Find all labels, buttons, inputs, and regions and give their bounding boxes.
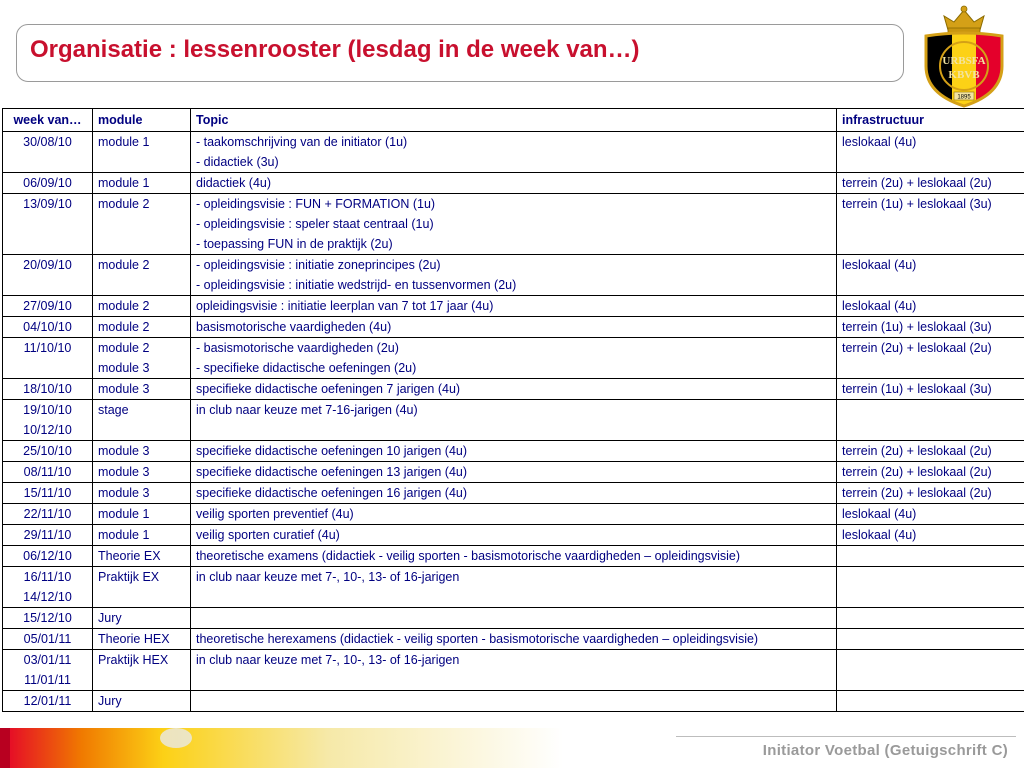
- table-row: [3, 504, 1024, 525]
- infrastructure-cell-line: leslokaal (4u): [842, 299, 917, 313]
- infrastructure-cell-line: leslokaal (4u): [842, 258, 917, 272]
- table-row: [3, 194, 1024, 255]
- module-cell: [93, 441, 191, 462]
- infrastructure-cell-line: leslokaal (4u): [842, 135, 917, 149]
- week-cell-line: 30/08/10: [23, 135, 72, 149]
- topic-cell-line: basismotorische vaardigheden (4u): [196, 320, 392, 334]
- table-row: [3, 338, 1024, 379]
- infrastructure-cell: [837, 525, 1024, 546]
- svg-text:KBVB: KBVB: [948, 69, 980, 81]
- week-cell: [3, 317, 93, 338]
- infrastructure-cell: [837, 400, 1024, 441]
- week-cell: [3, 255, 93, 296]
- topic-cell: [191, 525, 837, 546]
- module-cell-line: module 3: [98, 382, 150, 396]
- topic-cell-line: - basismotorische vaardigheden (2u): [196, 341, 399, 355]
- infrastructure-cell-line: leslokaal (4u): [842, 507, 917, 521]
- week-cell-line: 13/09/10: [23, 197, 72, 211]
- week-cell: [3, 650, 93, 691]
- topic-cell: [191, 462, 837, 483]
- infrastructure-cell: [837, 608, 1024, 629]
- topic-cell-line: - opleidingsvisie : FUN + FORMATION (1u): [196, 197, 436, 211]
- week-cell-line: 18/10/10: [23, 382, 72, 396]
- week-cell-line: 15/12/10: [23, 611, 72, 625]
- week-cell: [3, 567, 93, 608]
- infrastructure-cell: [837, 338, 1024, 379]
- infrastructure-cell: [837, 691, 1024, 712]
- infrastructure-cell-line: terrein (2u) + leslokaal (2u): [842, 176, 992, 190]
- infrastructure-cell-line: terrein (2u) + leslokaal (2u): [842, 486, 992, 500]
- module-cell: [93, 379, 191, 400]
- infrastructure-cell-line: terrein (1u) + leslokaal (3u): [842, 320, 992, 334]
- week-cell: [3, 400, 93, 441]
- week-cell: [3, 173, 93, 194]
- module-cell: [93, 504, 191, 525]
- header-infrastructure: infrastructuur: [837, 109, 1024, 132]
- week-cell: [3, 296, 93, 317]
- topic-cell: [191, 504, 837, 525]
- module-cell: [93, 691, 191, 712]
- module-cell-line: module 1: [98, 135, 150, 149]
- week-cell-line: 12/01/11: [23, 694, 72, 708]
- svg-text:URBSFA: URBSFA: [942, 55, 986, 67]
- infrastructure-cell: [837, 441, 1024, 462]
- module-cell-line: Jury: [98, 694, 122, 708]
- topic-cell: [191, 255, 837, 296]
- week-cell: [3, 691, 93, 712]
- week-cell-line: 11/01/11: [24, 673, 71, 687]
- topic-cell-line: theoretische examens (didactiek - veilig sporten - basismotorische vaardigheden – opleidingsvisie): [196, 549, 741, 563]
- infrastructure-cell: [837, 567, 1024, 608]
- module-cell: [93, 317, 191, 338]
- table-row: [3, 608, 1024, 629]
- week-cell-line: 04/10/10: [23, 320, 72, 334]
- week-cell-line: 08/11/10: [23, 465, 72, 479]
- week-cell-line: 20/09/10: [23, 258, 72, 272]
- module-cell: [93, 608, 191, 629]
- module-cell-line: module 2: [98, 197, 150, 211]
- topic-cell-line: - didactiek (3u): [196, 155, 279, 169]
- module-cell-line: stage: [98, 403, 129, 417]
- footer-divider: [676, 736, 1016, 737]
- module-cell: [93, 650, 191, 691]
- module-cell: [93, 629, 191, 650]
- topic-cell-line: - taakomschrijving van de initiator (1u): [196, 135, 408, 149]
- week-cell: [3, 441, 93, 462]
- topic-cell-line: opleidingsvisie : initiatie leerplan van 7 tot 17 jaar (4u): [196, 299, 494, 313]
- week-cell: [3, 379, 93, 400]
- table-header-row: [3, 109, 1024, 132]
- topic-cell: [191, 194, 837, 255]
- topic-cell-line: specifieke didactische oefeningen 13 jarigen (4u): [196, 465, 468, 479]
- week-cell: [3, 483, 93, 504]
- table-row: [3, 525, 1024, 546]
- module-cell-line: module 3: [98, 486, 150, 500]
- week-cell: [3, 194, 93, 255]
- table-row: [3, 691, 1024, 712]
- table-row: [3, 441, 1024, 462]
- table-row: [3, 483, 1024, 504]
- infrastructure-cell: [837, 194, 1024, 255]
- table-row: [3, 296, 1024, 317]
- infrastructure-cell: [837, 173, 1024, 194]
- module-cell-line: module 1: [98, 528, 150, 542]
- week-cell: [3, 608, 93, 629]
- table-row: [3, 567, 1024, 608]
- topic-cell-line: specifieke didactische oefeningen 7 jarigen (4u): [196, 382, 461, 396]
- week-cell-line: 19/10/10: [23, 403, 72, 417]
- infrastructure-cell: [837, 462, 1024, 483]
- topic-cell: [191, 173, 837, 194]
- infrastructure-cell-line: leslokaal (4u): [842, 528, 917, 542]
- infrastructure-cell: [837, 546, 1024, 567]
- header-topic: Topic: [191, 109, 837, 132]
- week-cell-line: 29/11/10: [23, 528, 72, 542]
- module-cell-line: module 3: [98, 465, 150, 479]
- header-module: module: [93, 109, 191, 132]
- infrastructure-cell: [837, 132, 1024, 173]
- module-cell: [93, 194, 191, 255]
- page-title: Organisatie : lessenrooster (lesdag in de week van…): [30, 36, 640, 63]
- module-cell-line: module 1: [98, 176, 150, 190]
- topic-cell: [191, 691, 837, 712]
- topic-cell: [191, 629, 837, 650]
- infrastructure-cell-line: terrein (1u) + leslokaal (3u): [842, 197, 992, 211]
- week-cell: [3, 132, 93, 173]
- topic-cell-line: veilig sporten preventief (4u): [196, 507, 354, 521]
- header-week: week van…: [3, 109, 93, 132]
- topic-cell-line: - opleidingsvisie : initiatie wedstrijd- en tussenvormen (2u): [196, 278, 517, 292]
- module-cell: [93, 400, 191, 441]
- topic-cell: [191, 132, 837, 173]
- week-cell: [3, 546, 93, 567]
- module-cell-line: module 2: [98, 299, 150, 313]
- topic-cell: [191, 296, 837, 317]
- topic-cell: [191, 317, 837, 338]
- topic-cell-line: - specifieke didactische oefeningen (2u): [196, 361, 417, 375]
- topic-cell-line: in club naar keuze met 7-, 10-, 13- of 16-jarigen: [196, 653, 460, 667]
- module-cell: [93, 132, 191, 173]
- module-cell: [93, 338, 191, 379]
- infrastructure-cell-line: terrein (1u) + leslokaal (3u): [842, 382, 992, 396]
- topic-cell-line: theoretische herexamens (didactiek - veilig sporten - basismotorische vaardigheden – opleidingsvisie): [196, 632, 759, 646]
- infrastructure-cell-line: terrein (2u) + leslokaal (2u): [842, 465, 992, 479]
- week-cell-line: 22/11/10: [23, 507, 72, 521]
- module-cell-line: module 2: [98, 258, 150, 272]
- week-cell: [3, 338, 93, 379]
- crown-icon: [944, 6, 984, 33]
- infrastructure-cell: [837, 629, 1024, 650]
- week-cell: [3, 525, 93, 546]
- infrastructure-cell: [837, 255, 1024, 296]
- topic-cell-line: specifieke didactische oefeningen 16 jarigen (4u): [196, 486, 468, 500]
- module-cell-line: module 2: [98, 320, 150, 334]
- week-cell-line: 15/11/10: [23, 486, 72, 500]
- week-cell-line: 06/09/10: [23, 176, 72, 190]
- table-row: [3, 317, 1024, 338]
- module-cell-line: Theorie HEX: [98, 632, 170, 646]
- svg-text:1895: 1895: [957, 94, 971, 101]
- module-cell: [93, 567, 191, 608]
- schedule-body: [3, 132, 1024, 712]
- infrastructure-cell: [837, 650, 1024, 691]
- module-cell: [93, 173, 191, 194]
- module-cell: [93, 483, 191, 504]
- infrastructure-cell: [837, 483, 1024, 504]
- topic-cell-line: specifieke didactische oefeningen 10 jarigen (4u): [196, 444, 468, 458]
- footer-caption: Initiator Voetbal (Getuigschrift C): [762, 742, 1008, 759]
- kbvb-logo-icon: [918, 4, 1010, 108]
- module-cell-line: module 2: [98, 341, 150, 355]
- table-row: [3, 132, 1024, 173]
- topic-cell-line: veilig sporten curatief (4u): [196, 528, 340, 542]
- week-cell-line: 03/01/11: [23, 653, 72, 667]
- module-cell: [93, 462, 191, 483]
- table-row: [3, 173, 1024, 194]
- module-cell-line: module 1: [98, 507, 150, 521]
- infrastructure-cell-line: terrein (2u) + leslokaal (2u): [842, 341, 992, 355]
- topic-cell: [191, 379, 837, 400]
- module-cell: [93, 525, 191, 546]
- table-row: [3, 379, 1024, 400]
- topic-cell-line: in club naar keuze met 7-, 10-, 13- of 16-jarigen: [196, 570, 460, 584]
- table-row: [3, 650, 1024, 691]
- table-row: [3, 546, 1024, 567]
- week-cell-line: 06/12/10: [23, 549, 72, 563]
- football-icon: [160, 728, 192, 748]
- module-cell-line: module 3: [98, 444, 150, 458]
- topic-cell-line: - opleidingsvisie : speler staat centraal (1u): [196, 217, 434, 231]
- schedule-table: [2, 108, 1024, 712]
- topic-cell-line: - opleidingsvisie : initiatie zoneprincipes (2u): [196, 258, 441, 272]
- topic-cell: [191, 608, 837, 629]
- topic-cell: [191, 483, 837, 504]
- module-cell-line: module 3: [98, 361, 150, 375]
- week-cell: [3, 462, 93, 483]
- module-cell: [93, 255, 191, 296]
- table-row: [3, 400, 1024, 441]
- table-row: [3, 629, 1024, 650]
- module-cell: [93, 546, 191, 567]
- table-row: [3, 462, 1024, 483]
- infrastructure-cell: [837, 379, 1024, 400]
- week-cell-line: 05/01/11: [23, 632, 72, 646]
- topic-cell-line: - toepassing FUN in de praktijk (2u): [196, 237, 393, 251]
- week-cell-line: 10/12/10: [23, 423, 72, 437]
- infrastructure-cell: [837, 317, 1024, 338]
- week-cell: [3, 504, 93, 525]
- topic-cell: [191, 546, 837, 567]
- infrastructure-cell: [837, 296, 1024, 317]
- week-cell-line: 16/11/10: [23, 570, 72, 584]
- topic-cell-line: didactiek (4u): [196, 176, 272, 190]
- infrastructure-cell: [837, 504, 1024, 525]
- week-cell-line: 25/10/10: [23, 444, 72, 458]
- module-cell-line: Praktijk EX: [98, 570, 160, 584]
- module-cell-line: Praktijk HEX: [98, 653, 169, 667]
- table-row: [3, 255, 1024, 296]
- module-cell-line: Theorie EX: [98, 549, 161, 563]
- topic-cell: [191, 338, 837, 379]
- week-cell-line: 14/12/10: [23, 590, 72, 604]
- module-cell-line: Jury: [98, 611, 122, 625]
- week-cell-line: 11/10/10: [23, 341, 72, 355]
- module-cell: [93, 296, 191, 317]
- topic-cell: [191, 441, 837, 462]
- week-cell: [3, 629, 93, 650]
- topic-cell: [191, 567, 837, 608]
- topic-cell: [191, 400, 837, 441]
- week-cell-line: 27/09/10: [23, 299, 72, 313]
- topic-cell-line: in club naar keuze met 7-16-jarigen (4u): [196, 403, 418, 417]
- topic-cell: [191, 650, 837, 691]
- infrastructure-cell-line: terrein (2u) + leslokaal (2u): [842, 444, 992, 458]
